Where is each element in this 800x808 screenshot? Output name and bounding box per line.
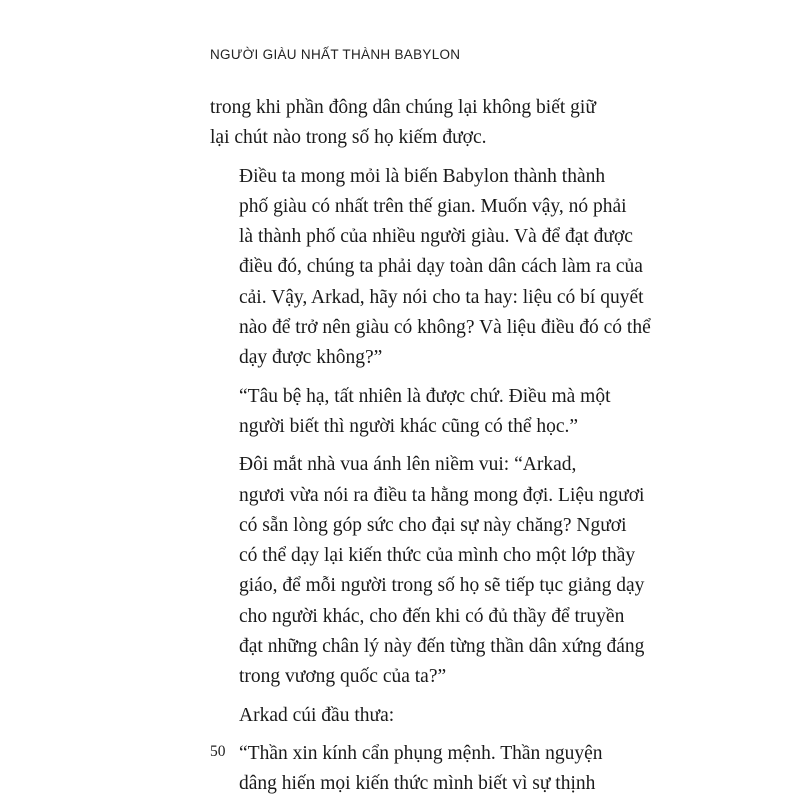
text-line: cho người khác, cho đến khi có đủ thầy để truyền [239,605,625,627]
text-line: nào để trở nên giàu có không? Và liệu điều đó có thể [239,317,651,339]
text-line: dâng hiến mọi kiến thức mình biết vì sự thịnh [239,773,596,795]
text-line: Arkad cúi đầu thưa: [239,704,395,726]
running-header: NGƯỜI GIÀU NHẤT THÀNH BABYLON [210,47,461,62]
text-line: “Thần xin kính cẩn phụng mệnh. Thần nguyện [239,742,603,764]
paragraph [210,382,611,443]
text-line: giáo, để mỗi người trong số họ sẽ tiếp tục giảng dạy [239,575,645,597]
text-line: điều đó, chúng ta phải dạy toàn dân cách làm ra của [239,256,643,278]
text-line: là thành phố của nhiều người giàu. Và để đạt được [239,226,633,248]
text-line: “Tâu bệ hạ, tất nhiên là được chứ. Điều mà một [239,385,611,407]
paragraph [210,739,603,800]
paragraph [210,450,645,692]
page-number: 50 [210,743,226,760]
paragraph [210,701,594,731]
text-line: lại chút nào trong số họ kiếm được. [210,127,487,149]
text-line: trong khi phần đông dân chúng lại không biết giữ [210,97,596,118]
text-line: Đôi mắt nhà vua ánh lên niềm vui: “Arkad, [239,454,577,476]
paragraph [210,93,594,154]
text-line: đạt những chân lý này đến từng thần dân xứng đáng [239,636,645,658]
text-line: ngươi vừa nói ra điều ta hằng mong đợi. Liệu ngươi [239,484,645,506]
text-line: người biết thì người khác cũng có thể học.” [239,415,579,437]
text-line: có thể dạy lại kiến thức của mình cho một lớp thầy [239,545,636,567]
text-line: cải. Vậy, Arkad, hãy nói cho ta hay: liệu có bí quyết [239,286,644,308]
text-line: Điều ta mong mỏi là biến Babylon thành thành [239,165,606,187]
text-line: có sẵn lòng góp sức cho đại sự này chăng? Ngươi [239,514,627,536]
text-line: phố giàu có nhất trên thế gian. Muốn vậy, nó phải [239,195,627,217]
text-line: dạy được không?” [239,347,383,369]
text-line: trong vương quốc của ta?” [239,666,447,688]
body-text [210,93,651,808]
paragraph [210,162,651,374]
